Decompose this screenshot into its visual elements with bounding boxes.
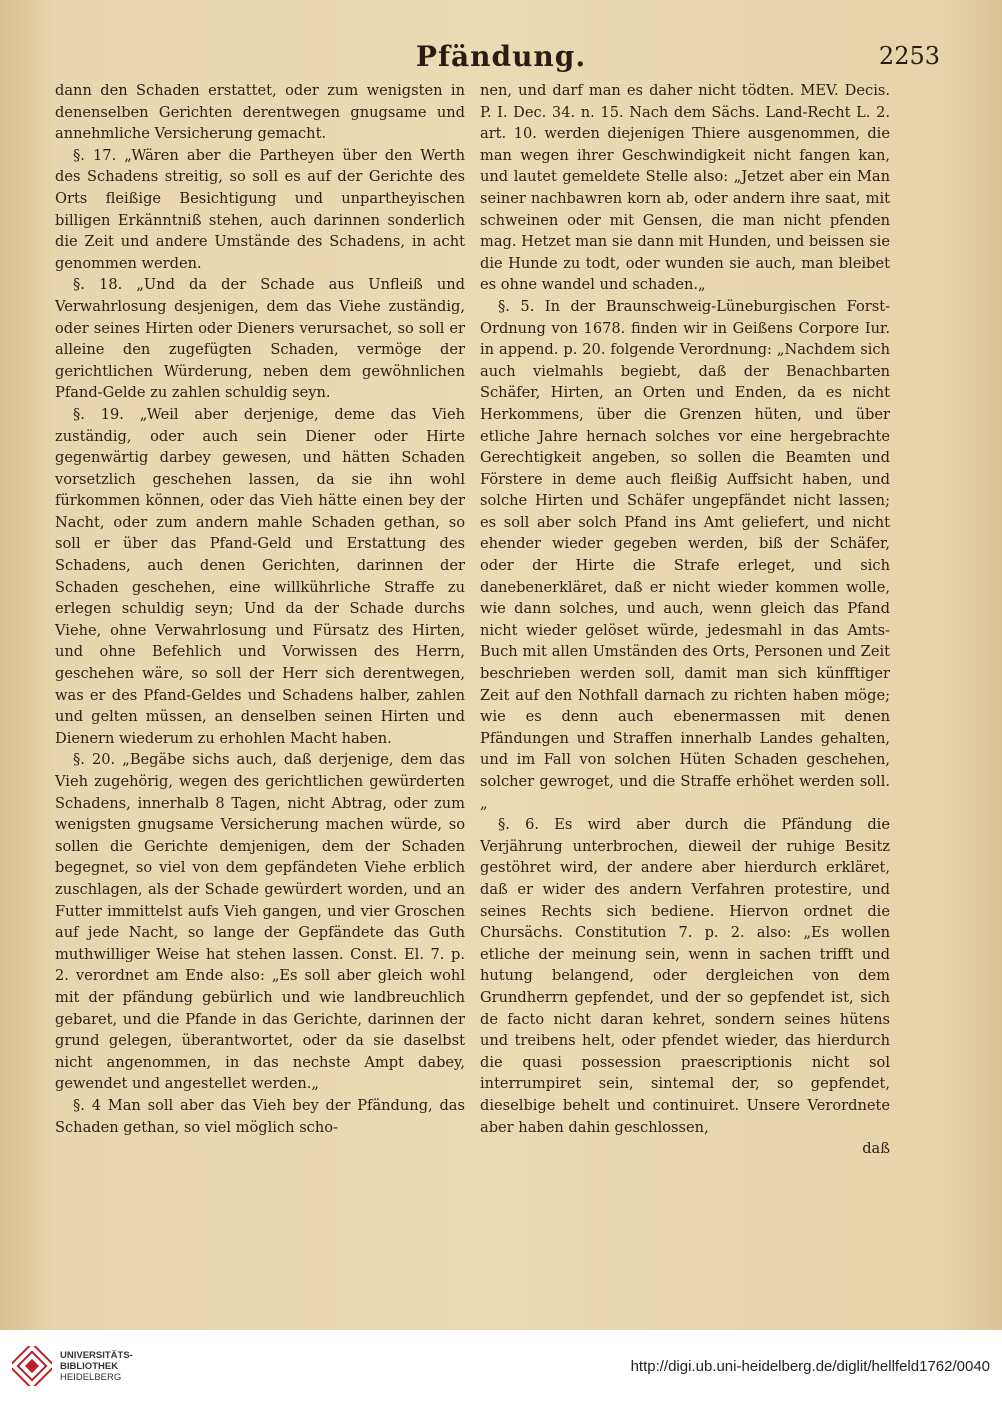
permalink-url[interactable]: http://digi.ub.uni-heidelberg.de/diglit/hellfeld1762/0040	[630, 1358, 990, 1375]
left-paragraph-6: §. 4 Man soll aber das Vieh bey der Pfändung, das Schaden gethan, so viel möglich scho-	[55, 1096, 465, 1136]
library-name-line-3: HEIDELBERG	[60, 1372, 122, 1383]
library-name	[60, 1350, 133, 1383]
right-column	[480, 80, 890, 1160]
library-name-line-1: UNIVERSITÄTS-	[60, 1350, 133, 1361]
catchword: daß	[862, 1140, 890, 1158]
right-paragraph-3: §. 6. Es wird aber durch die Pfändung die Verjährung unterbrochen, dieweil der ruhige Besitz gestöhret wird, der andere aber hierdurch erkläret, daß er wider des andern Verfahren protestire, und seines Rechts sich bediene. Hiervon ordnet die Chursächs. Constitution 7. p. 2. also: „Es wollen etliche der meinung sein, wenn in sachen trifft und hutung belangend, oder dergleichen von dem Grundherrn gepfendet, und der so gepfendet ist, sich de facto nicht daran kehret, sondern seines hütens und treibens helt, oder pfendet wieder, das hierdurch die quasi possession praescriptionis nicht sol interrumpiret sein, sintemal der, so gepfendet, dieselbige behelt und continuiret. Unsere Verordnete aber haben dahin geschlossen,	[480, 816, 890, 1136]
left-paragraph-3: §. 18. „Und da der Schade aus Unfleiß und Verwahrlosung desjenigen, dem das Viehe zuständig, oder seines Hirten oder Dieners verursachet, so soll er alleine den zugefügten Schaden, vermöge der gerichtlichen Würderung, neben dem gewöhnlichen Pfand-Gelde zu zahlen schuldig seyn.	[55, 276, 465, 402]
library-footer	[0, 1330, 1002, 1407]
page-number: 2253	[878, 42, 940, 70]
left-paragraph-4: §. 19. „Weil aber derjenige, deme das Vieh zuständig, oder auch sein Diener oder Hirte gegenwärtig darbey gewesen, und hätten Schaden vorsetzlich geschehen lassen, da sie ihn wohl fürkommen können, oder das Vieh hätte einen bey der Nacht, oder zum andern mahle Schaden gethan, so soll er über das Pfand-Geld und Erstattung des Schadens, auch denen Gerichten, darinnen der Schaden geschehen, eine willkührliche Straffe zu erlegen schuldig seyn; Und da der Schade durchs Viehe, ohne Verwahrlosung und Fürsatz des Hirten, und ohne Befehlich und Vorwissen des Herrn, geschehen wäre, so soll der Herr sich derentwegen, was er des Pfand-Geldes und Schadens halber, zahlen und gelten müssen, an denselben seinen Hirten und Dienern wiederum zu erhohlen Macht haben.	[55, 405, 465, 747]
right-paragraph-1: nen, und darf man es daher nicht tödten. MEV. Decis. P. I. Dec. 34. n. 15. Nach dem Sächs. Land-Recht L. 2. art. 10. werden diejenigen Thiere ausgenommen, die man wegen ihrer Geschwindigkeit nicht fangen kan, und lautet gemeldete Stelle also: „Jetzet aber ein Man seiner nachbawren korn ab, oder andern ihre saat, mit schweinen oder mit Gensen, die man nicht pfenden mag. Hetzet man sie dann mit Hunden, und beissen sie die Hunde zu todt, oder wunden sie auch, man bleibet es ohne wandel und schaden.„	[480, 82, 890, 294]
library-logo-icon	[12, 1346, 52, 1386]
left-paragraph-2: §. 17. „Wären aber die Partheyen über den Werth des Schadens streitig, so soll es auf der Gerichte des Orts fleißige Besichtigung und unpartheyischen billigen Erkänntniß stehen, auch darinnen sonderlich die Zeit und andere Umstände des Schadens, in acht genommen werden.	[55, 146, 465, 272]
library-name-line-2: BIBLIOTHEK	[60, 1361, 119, 1372]
left-column	[55, 80, 465, 1138]
left-paragraph-1: dann den Schaden erstattet, oder zum wenigsten in denenselben Gerichten derentwegen gnugsame und annehmliche Versicherung gemacht.	[55, 82, 465, 143]
right-paragraph-2: §. 5. In der Braunschweig-Lüneburgischen Forst-Ordnung von 1678. finden wir in Geißens Corpore Iur. in append. p. 20. folgende Verordnung: „Nachdem sich auch vielmahls begiebt, daß der Benachbarten Schäfer, Hirten, an Orten und Enden, da es nicht Herkommens, über die Grenzen hüten, und über etliche Jahre hernach solches vor eine hergebrachte Gerechtigkeit angeben, so sollen die Beamten und Förstere in deme auch fleißig Auffsicht haben, und solche Hirten und Schäfer ungepfändet nicht lassen; es soll aber solch Pfand ins Amt geliefert, und nicht ehender wieder gegeben werden, biß der Schäfer, oder der Hirte die Strafe erleget, und sich danebenerkläret, daß er nicht wieder kommen wolle, wie dann solches, und auch, wenn gleich das Pfand nicht wieder gelöset würde, jedesmahl in das Amts-Buch mit allen Umständen des Orts, Personen und Zeit beschrieben werden soll, damit man sich künfftiger Zeit auf den Nothfall darnach zu richten haben möge; wie es denn auch ebenermassen mit denen Pfändungen und Straffen innerhalb Landes gehalten, und im Fall von solchen Hüten Schaden geschehen, solcher gewroget, und die Straffe erhöhet werden soll.„	[480, 297, 890, 812]
page-title: Pfändung.	[415, 40, 587, 73]
left-paragraph-5: §. 20. „Begäbe sichs auch, daß derjenige, dem das Vieh zugehörig, wegen des gerichtlichen gewürderten Schadens, innerhalb 8 Tagen, nicht Abtrag, oder zum wenigsten gnugsame Versicherung machen würde, so sollen die Gerichte demjenigen, dem der Schaden begegnet, so viel von dem gepfändeten Viehe erblich zuschlagen, als der Schade gewürdert worden, und an Futter immittelst aufs Vieh gangen, und vier Groschen auf jede Nacht, so lange der Gepfändete das Guth muthwilliger Weise hat stehen lassen. Const. El. 7. p. 2. verordnet am Ende also: „Es soll aber gleich wohl mit der pfändung gebürlich und wie landbreuchlich gebaret, und die Pfande in das Gerichte, darinnen der grund gelegen, überantwortet, oder da sie daselbst nicht angenommen, in das nechste Ampt dabey, gewendet und angestellet werden.„	[55, 751, 465, 1093]
